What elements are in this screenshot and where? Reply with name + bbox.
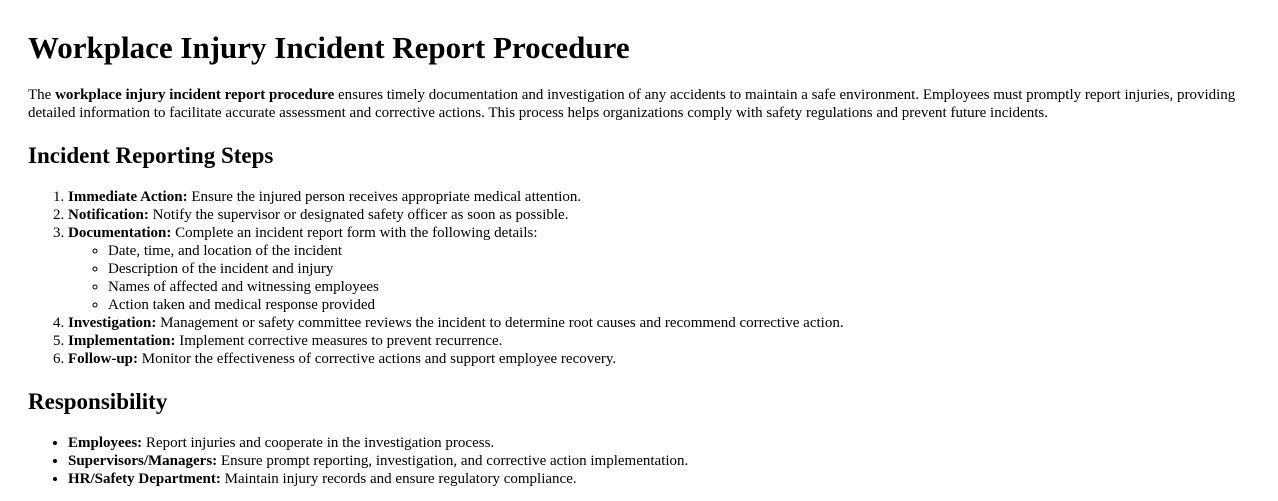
detail-item: ◦ Action taken and medical response provided xyxy=(108,296,1250,314)
role-label: Supervisors/Managers: xyxy=(68,453,218,469)
page-title: Workplace Injury Incident Report Procedure xyxy=(28,30,630,65)
intro-bold: workplace injury incident report procedure xyxy=(55,87,335,103)
role-label: HR/Safety Department: xyxy=(68,471,221,487)
step-text: Monitor the effectiveness of corrective actions and support employee recovery. xyxy=(138,351,617,367)
step-label: Implementation: xyxy=(68,333,176,349)
step-label: Notification: xyxy=(68,207,149,223)
step-text: Ensure the injured person receives appropriate medical attention. xyxy=(187,189,582,205)
step-item xyxy=(68,332,1250,350)
responsibility-item xyxy=(68,470,1250,488)
step-label: Immediate Action: xyxy=(68,189,188,205)
role-text: Report injuries and cooperate in the investigation process. xyxy=(142,435,495,451)
role-label: Employees: xyxy=(68,435,143,451)
responsibility-item xyxy=(68,434,1250,452)
step-label: Follow-up: xyxy=(68,351,139,367)
step-item xyxy=(68,314,1250,332)
step-item xyxy=(68,206,1250,224)
detail-item: ◦ Date, time, and location of the incident xyxy=(108,242,1250,260)
role-text: Maintain injury records and ensure regulatory compliance. xyxy=(220,471,577,487)
step-text: Notify the supervisor or designated safety officer as soon as possible. xyxy=(148,207,569,223)
step-item xyxy=(68,188,1250,206)
responsibility-heading: Responsibility xyxy=(28,389,168,414)
intro-paragraph xyxy=(28,86,1250,122)
responsibility-item xyxy=(68,452,1250,470)
detail-item: ◦ Names of affected and witnessing employees xyxy=(108,278,1250,296)
step-label: Documentation: xyxy=(68,225,172,241)
detail-item: ◦ Description of the incident and injury xyxy=(108,260,1250,278)
step-text: Management or safety committee reviews the incident to determine root causes and recommend corrective action. xyxy=(156,315,844,331)
responsibility-list xyxy=(28,434,1250,488)
intro-prefix: The xyxy=(28,87,56,103)
step-item xyxy=(68,224,1250,314)
step-text: Implement corrective measures to prevent recurrence. xyxy=(175,333,503,349)
documentation-details-list xyxy=(68,242,1250,314)
role-text: Ensure prompt reporting, investigation, and corrective action implementation. xyxy=(217,453,689,469)
intro-suffix: ensures timely documentation and investigation of any accidents to maintain a safe environment. Employees must promptly report injuries, providing detailed information to facilitate accurate assessment and corrective actions. This process helps organizations comply with safety regulations and prevent future incidents. xyxy=(28,87,1236,121)
step-label: Investigation: xyxy=(68,315,157,331)
steps-list xyxy=(28,188,1250,368)
step-text: Complete an incident report form with the following details: xyxy=(171,225,538,241)
step-item xyxy=(68,350,1250,368)
steps-heading: Incident Reporting Steps xyxy=(28,143,274,168)
